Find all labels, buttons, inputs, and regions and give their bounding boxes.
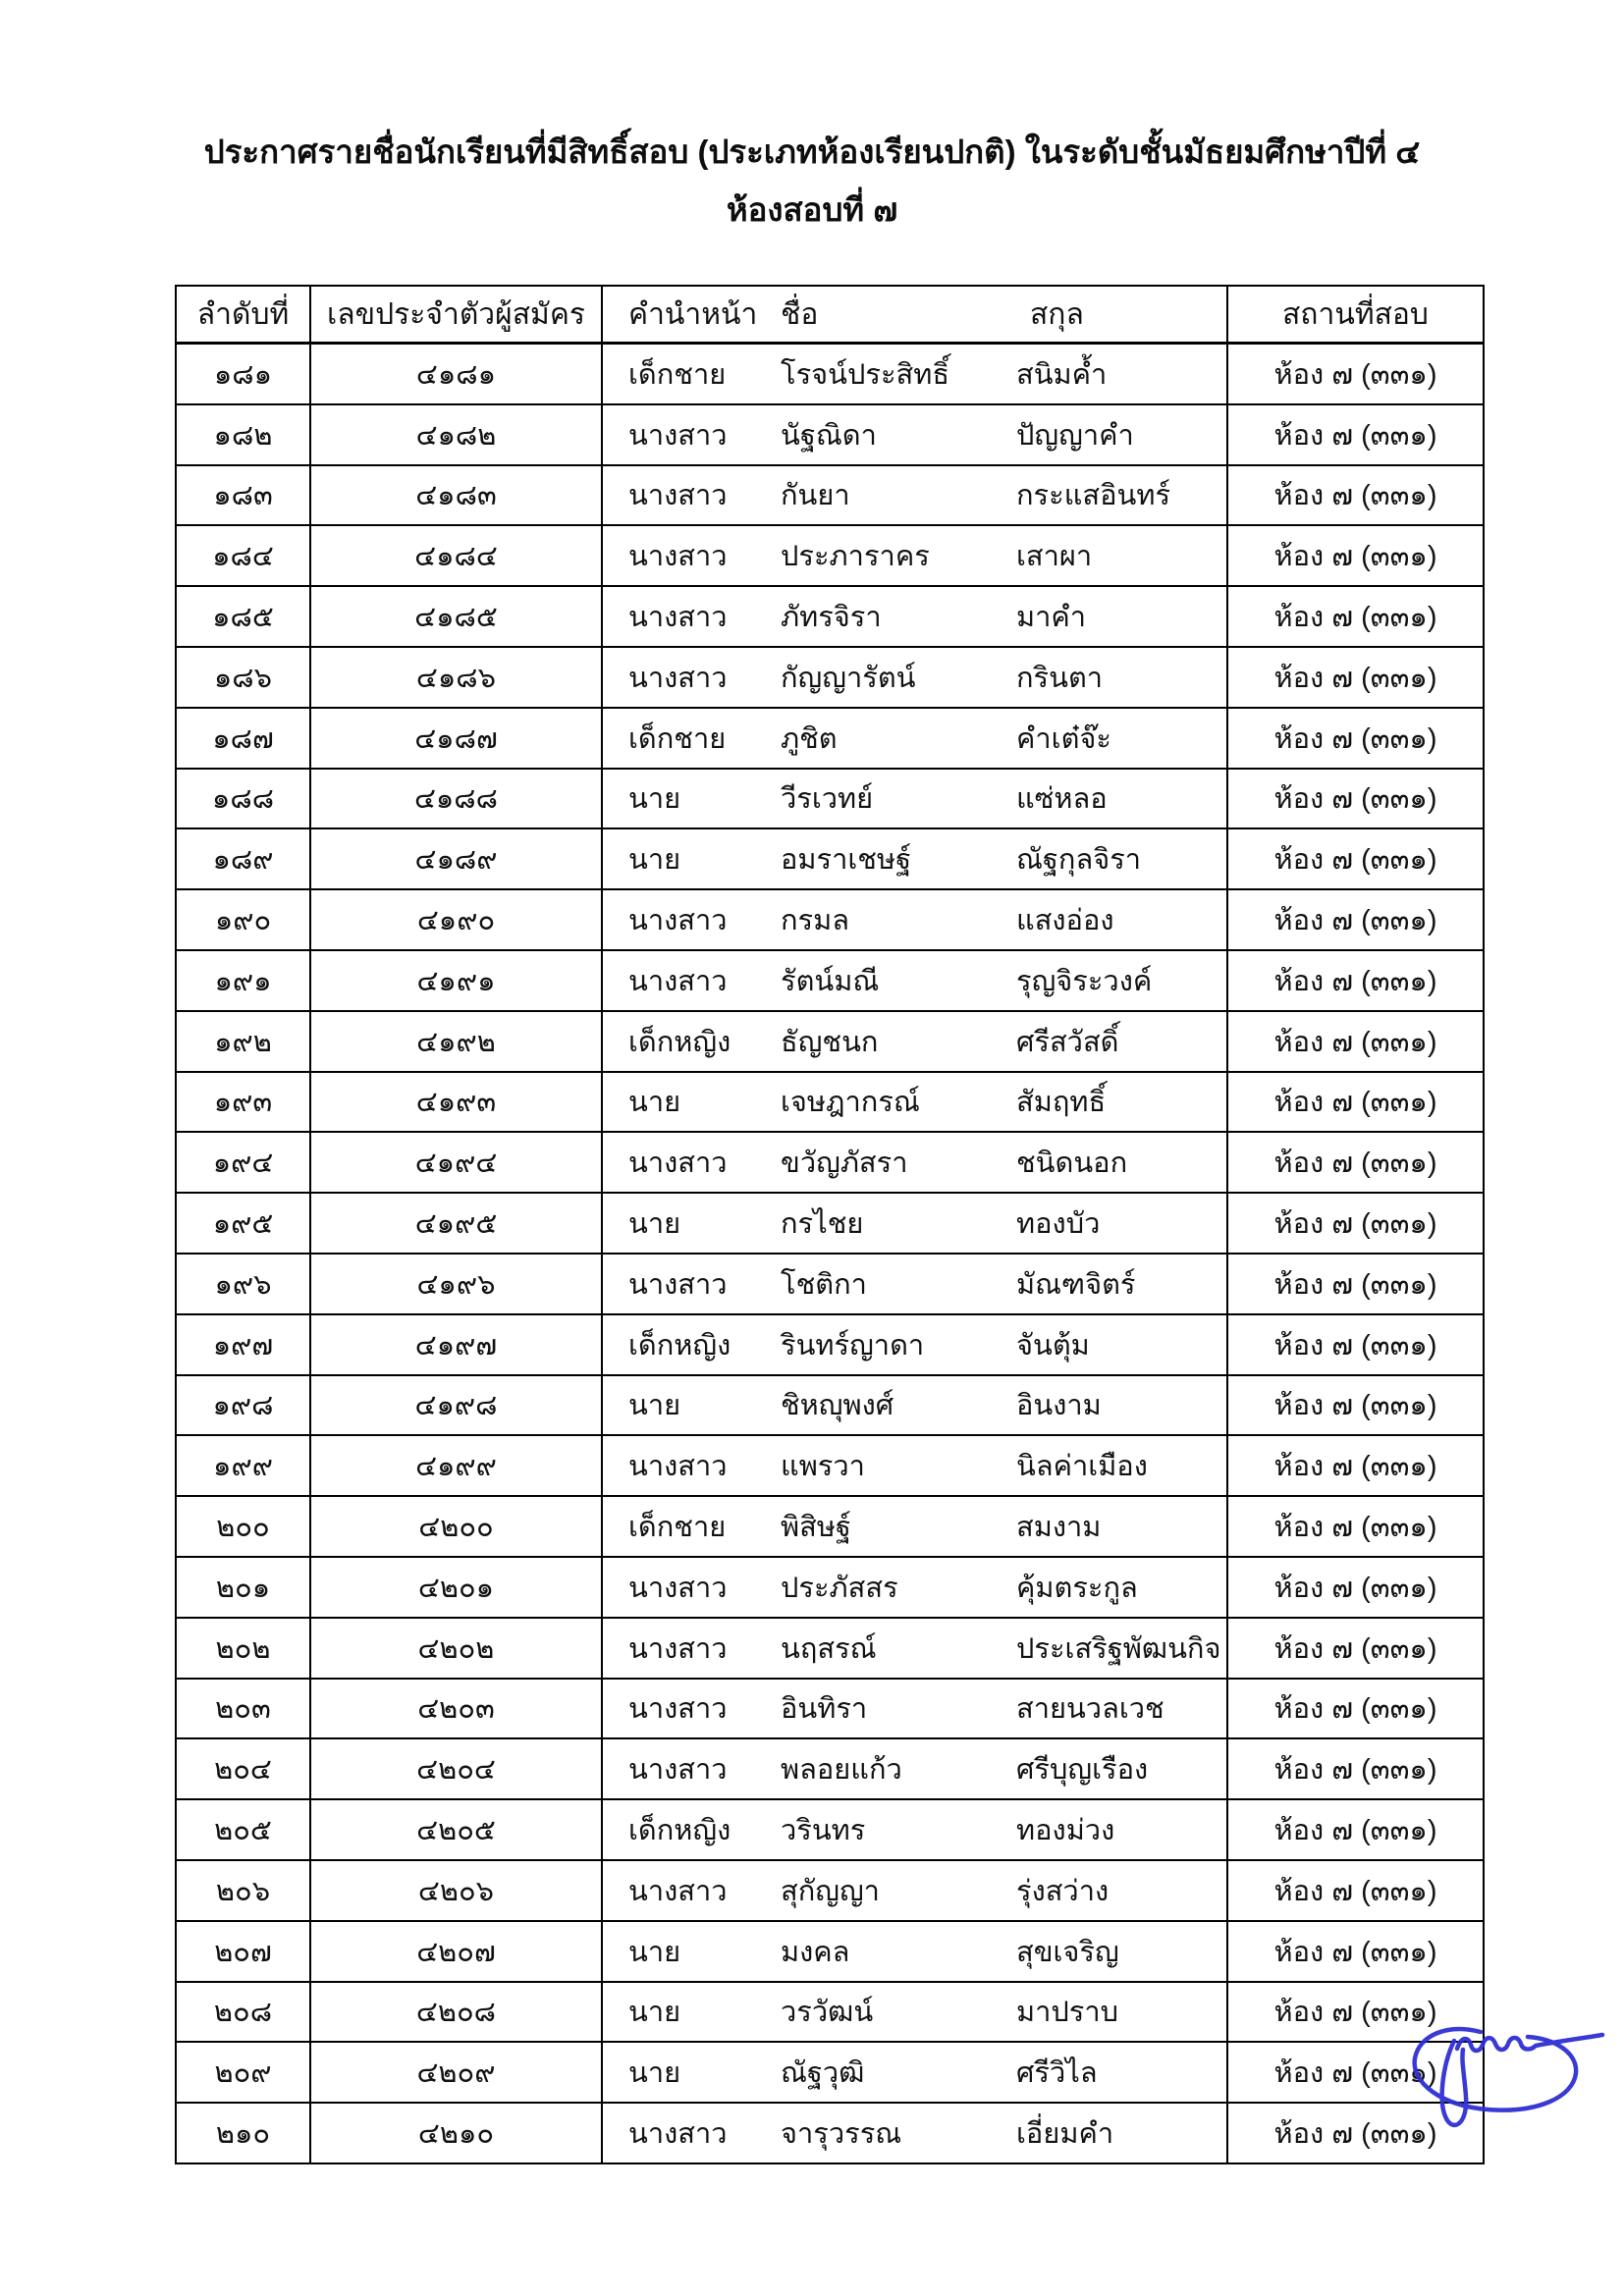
cell-last-name: คุ้มตระกูล [1010, 1558, 1228, 1617]
cell-last-name: กระแสอินทร์ [1010, 466, 1228, 525]
cell-first-name: กรไชย [781, 1208, 864, 1241]
table-body [177, 345, 1483, 2163]
cell-last-name: ทองม่วง [1010, 1800, 1228, 1859]
cell-exam-venue: ห้อง ๗ (๓๓๑) [1273, 1026, 1437, 1058]
table-row [177, 890, 1483, 951]
cell-applicant-id: ๔๑๘๕ [311, 587, 603, 646]
table-row [177, 587, 1483, 648]
cell-applicant-id: ๔๑๙๑ [311, 951, 603, 1010]
cell-prefix: นางสาว [628, 602, 728, 634]
cell-applicant-id: ๔๑๘๔ [311, 526, 603, 585]
cell-first-name: เจษฎากรณ์ [781, 1087, 920, 1119]
cell-first-name: ณัฐวุฒิ [781, 2057, 865, 2090]
cell-prefix: นาย [628, 1087, 681, 1119]
table-row [177, 1436, 1483, 1497]
cell-no: ๑๘๗ [177, 709, 311, 768]
cell-prefix: เด็กชาย [628, 722, 727, 755]
cell-exam-venue: ห้อง ๗ (๓๓๑) [1273, 1815, 1437, 1847]
cell-applicant-id: ๔๒๑๐ [311, 2104, 603, 2163]
cell-no: ๑๘๘ [177, 770, 311, 828]
cell-first-name: กรมล [781, 905, 850, 937]
table-row [177, 1800, 1483, 1861]
cell-exam-venue: ห้อง ๗ (๓๓๑) [1273, 1390, 1437, 1422]
cell-applicant-id: ๔๑๙๙ [311, 1436, 603, 1495]
cell-last-name: มาคำ [1010, 587, 1228, 646]
cell-applicant-id: ๔๑๘๓ [311, 466, 603, 525]
cell-no: ๒๐๕ [177, 1800, 311, 1859]
cell-last-name: ศรีวิไล [1010, 2043, 1228, 2102]
table-row [177, 1315, 1483, 1376]
cell-last-name: อินงาม [1010, 1376, 1228, 1435]
cell-exam-venue: ห้อง ๗ (๓๓๑) [1273, 905, 1437, 937]
cell-applicant-id: ๔๑๙๘ [311, 1376, 603, 1435]
cell-applicant-id: ๔๑๙๒ [311, 1012, 603, 1071]
cell-first-name: รัตน์มณี [781, 965, 880, 997]
table-row [177, 2104, 1483, 2163]
exam-candidates-table [175, 285, 1485, 2164]
cell-exam-venue: ห้อง ๗ (๓๓๑) [1273, 1087, 1437, 1119]
cell-first-name: อมราเชษฐ์ [781, 844, 912, 877]
cell-prefix: เด็กหญิง [628, 1815, 731, 1847]
cell-last-name: จันตุ้ม [1010, 1315, 1228, 1374]
cell-first-name: รินทร์ญาดา [781, 1329, 925, 1362]
cell-prefix: เด็กชาย [628, 358, 727, 391]
cell-prefix: นางสาว [628, 662, 728, 694]
cell-prefix: เด็กหญิง [628, 1329, 731, 1362]
cell-exam-venue: ห้อง ๗ (๓๓๑) [1273, 541, 1437, 573]
cell-first-name: วรินทร [781, 1815, 866, 1847]
cell-no: ๒๐๖ [177, 1861, 311, 1920]
table-row [177, 526, 1483, 587]
cell-applicant-id: ๔๒๐๘ [311, 1983, 603, 2042]
cell-no: ๒๐๐ [177, 1497, 311, 1556]
cell-prefix: นางสาว [628, 1148, 728, 1180]
cell-no: ๑๙๖ [177, 1255, 311, 1313]
table-row [177, 1133, 1483, 1194]
cell-no: ๑๙๓ [177, 1073, 311, 1132]
cell-first-name: มงคล [781, 1936, 850, 1968]
cell-prefix: นางสาว [628, 541, 728, 573]
cell-no: ๑๙๗ [177, 1315, 311, 1374]
cell-last-name: มัณฑจิตร์ [1010, 1255, 1228, 1313]
cell-applicant-id: ๔๑๘๑ [311, 345, 603, 403]
table-row [177, 1497, 1483, 1558]
header-first-name: ชื่อ [781, 297, 819, 331]
cell-applicant-id: ๔๑๘๒ [311, 405, 603, 464]
header-exam-venue: สถานที่สอบ [1282, 297, 1429, 331]
table-row [177, 648, 1483, 709]
cell-exam-venue: ห้อง ๗ (๓๓๑) [1273, 783, 1437, 816]
cell-exam-venue: ห้อง ๗ (๓๓๑) [1273, 1693, 1437, 1726]
cell-prefix: นางสาว [628, 1572, 728, 1604]
cell-applicant-id: ๔๑๙๕ [311, 1194, 603, 1253]
cell-no: ๑๘๒ [177, 405, 311, 464]
table-row [177, 1194, 1483, 1255]
cell-applicant-id: ๔๒๐๓ [311, 1680, 603, 1738]
document-title [157, 124, 1467, 239]
table-row [177, 1619, 1483, 1680]
cell-no: ๑๙๙ [177, 1436, 311, 1495]
cell-last-name: สมงาม [1010, 1497, 1228, 1556]
cell-applicant-id: ๔๑๙๖ [311, 1255, 603, 1313]
cell-prefix: นางสาว [628, 1875, 728, 1907]
cell-first-name: ประภัสสร [781, 1572, 898, 1604]
cell-first-name: ชิหญุพงศ์ [781, 1390, 894, 1422]
table-row [177, 709, 1483, 770]
cell-exam-venue: ห้อง ๗ (๓๓๑) [1273, 1936, 1437, 1968]
cell-no: ๑๙๐ [177, 890, 311, 949]
cell-no: ๑๘๕ [177, 587, 311, 646]
cell-exam-venue: ห้อง ๗ (๓๓๑) [1273, 1512, 1437, 1544]
cell-last-name: สายนวลเวช [1010, 1680, 1228, 1738]
cell-applicant-id: ๔๑๙๓ [311, 1073, 603, 1132]
header-last-name: สกุล [1010, 287, 1228, 342]
cell-last-name: เสาผา [1010, 526, 1228, 585]
cell-applicant-id: ๔๒๐๒ [311, 1619, 603, 1678]
cell-applicant-id: ๔๒๐๙ [311, 2043, 603, 2102]
cell-last-name: แสงอ่อง [1010, 890, 1228, 949]
cell-last-name: สุขเจริญ [1010, 1922, 1228, 1981]
cell-no: ๒๐๓ [177, 1680, 311, 1738]
cell-prefix: นาย [628, 844, 681, 877]
table-row [177, 1983, 1483, 2044]
cell-applicant-id: ๔๑๙๗ [311, 1315, 603, 1374]
cell-no: ๑๙๕ [177, 1194, 311, 1253]
cell-last-name: กรินตา [1010, 648, 1228, 707]
cell-no: ๒๑๐ [177, 2104, 311, 2163]
cell-prefix: นาย [628, 1390, 681, 1422]
cell-exam-venue: ห้อง ๗ (๓๓๑) [1273, 2057, 1437, 2090]
cell-last-name: นิลค่าเมือง [1010, 1436, 1228, 1495]
header-no: ลำดับที่ [177, 287, 311, 342]
cell-applicant-id: ๔๒๐๑ [311, 1558, 603, 1617]
cell-applicant-id: ๔๑๙๐ [311, 890, 603, 949]
cell-first-name: วรวัฒน์ [781, 1997, 874, 2029]
cell-prefix: นางสาว [628, 480, 728, 512]
cell-exam-venue: ห้อง ๗ (๓๓๑) [1273, 2118, 1437, 2150]
cell-first-name: นฤสรณ์ [781, 1632, 877, 1665]
cell-exam-venue: ห้อง ๗ (๓๓๑) [1273, 1997, 1437, 2029]
cell-applicant-id: ๔๑๙๔ [311, 1133, 603, 1192]
cell-applicant-id: ๔๒๐๐ [311, 1497, 603, 1556]
cell-first-name: กันยา [781, 480, 850, 512]
cell-exam-venue: ห้อง ๗ (๓๓๑) [1273, 1208, 1437, 1241]
cell-applicant-id: ๔๑๘๙ [311, 829, 603, 888]
cell-applicant-id: ๔๑๘๗ [311, 709, 603, 768]
cell-prefix: นางสาว [628, 1693, 728, 1726]
cell-last-name: ณัฐกุลจิรา [1010, 829, 1228, 888]
cell-no: ๒๐๑ [177, 1558, 311, 1617]
cell-no: ๑๙๑ [177, 951, 311, 1010]
table-row [177, 1255, 1483, 1315]
table-row [177, 2043, 1483, 2104]
cell-first-name: ธัญชนก [781, 1026, 879, 1058]
cell-applicant-id: ๔๒๐๖ [311, 1861, 603, 1920]
cell-applicant-id: ๔๑๘๘ [311, 770, 603, 828]
cell-prefix: นางสาว [628, 419, 728, 452]
cell-prefix: นาย [628, 1208, 681, 1241]
cell-first-name: อินทิรา [781, 1693, 868, 1726]
cell-last-name: สัมฤทธิ์ [1010, 1073, 1228, 1132]
cell-no: ๑๘๖ [177, 648, 311, 707]
header-applicant-id: เลขประจำตัวผู้สมัคร [311, 287, 603, 342]
cell-prefix: เด็กชาย [628, 1512, 727, 1544]
cell-last-name: คำเต๋จ๊ะ [1010, 709, 1228, 768]
cell-no: ๒๐๙ [177, 2043, 311, 2102]
cell-last-name: แซ่หลอ [1010, 770, 1228, 828]
cell-exam-venue: ห้อง ๗ (๓๓๑) [1273, 1572, 1437, 1604]
cell-last-name: รุ่งสว่าง [1010, 1861, 1228, 1920]
cell-exam-venue: ห้อง ๗ (๓๓๑) [1273, 1268, 1437, 1301]
cell-exam-venue: ห้อง ๗ (๓๓๑) [1273, 662, 1437, 694]
cell-last-name: ทองบัว [1010, 1194, 1228, 1253]
cell-prefix: นาย [628, 2057, 681, 2090]
cell-last-name: ปัญญาคำ [1010, 405, 1228, 464]
cell-no: ๒๐๔ [177, 1739, 311, 1798]
table-row [177, 1922, 1483, 1983]
table-row [177, 1012, 1483, 1073]
cell-prefix: นางสาว [628, 965, 728, 997]
cell-first-name: โชติกา [781, 1268, 867, 1301]
cell-exam-venue: ห้อง ๗ (๓๓๑) [1273, 1148, 1437, 1180]
cell-no: ๑๙๔ [177, 1133, 311, 1192]
cell-prefix: นางสาว [628, 1451, 728, 1483]
cell-exam-venue: ห้อง ๗ (๓๓๑) [1273, 419, 1437, 452]
cell-no: ๑๙๒ [177, 1012, 311, 1071]
cell-first-name: สุกัญญา [781, 1875, 880, 1907]
cell-no: ๑๘๔ [177, 526, 311, 585]
header-prefix: คำนำหน้า [628, 297, 758, 331]
table-row [177, 405, 1483, 466]
cell-last-name: ศรีสวัสดิ์ [1010, 1012, 1228, 1071]
cell-first-name: พลอยแก้ว [781, 1754, 902, 1787]
cell-prefix: เด็กหญิง [628, 1026, 731, 1058]
cell-exam-venue: ห้อง ๗ (๓๓๑) [1273, 965, 1437, 997]
cell-last-name: รุญจิระวงค์ [1010, 951, 1228, 1010]
cell-prefix: นางสาว [628, 2118, 728, 2150]
cell-applicant-id: ๔๒๐๕ [311, 1800, 603, 1859]
cell-last-name: ชนิดนอก [1010, 1133, 1228, 1192]
cell-no: ๒๐๗ [177, 1922, 311, 1981]
table-row [177, 1739, 1483, 1800]
cell-last-name: ประเสริฐพัฒนกิจ [1010, 1619, 1228, 1678]
cell-exam-venue: ห้อง ๗ (๓๓๑) [1273, 722, 1437, 755]
cell-prefix: นางสาว [628, 1268, 728, 1301]
cell-no: ๒๐๘ [177, 1983, 311, 2042]
cell-last-name: สนิมค้ำ [1010, 345, 1228, 403]
cell-first-name: ภูชิต [781, 722, 838, 755]
cell-last-name: เอี่ยมคำ [1010, 2104, 1228, 2163]
cell-applicant-id: ๔๑๘๖ [311, 648, 603, 707]
cell-exam-venue: ห้อง ๗ (๓๓๑) [1273, 480, 1437, 512]
cell-exam-venue: ห้อง ๗ (๓๓๑) [1273, 1329, 1437, 1362]
cell-first-name: กัญญารัตน์ [781, 662, 916, 694]
cell-prefix: นาย [628, 1997, 681, 2029]
table-row [177, 1680, 1483, 1740]
table-row [177, 951, 1483, 1012]
document-title-line2: ห้องสอบที่ ๗ [726, 190, 898, 228]
cell-prefix: นาย [628, 783, 681, 816]
table-row [177, 1376, 1483, 1437]
cell-first-name: นัฐณิดา [781, 419, 877, 452]
table-row [177, 770, 1483, 830]
cell-first-name: โรจน์ประสิทธิ์ [781, 358, 950, 391]
cell-last-name: มาปราบ [1010, 1983, 1228, 2042]
table-row [177, 1073, 1483, 1134]
cell-first-name: พิสิษฐ์ [781, 1512, 851, 1544]
cell-no: ๑๘๑ [177, 345, 311, 403]
cell-exam-venue: ห้อง ๗ (๓๓๑) [1273, 844, 1437, 877]
cell-applicant-id: ๔๒๐๗ [311, 1922, 603, 1981]
cell-first-name: วีรเวทย์ [781, 783, 874, 816]
cell-prefix: นางสาว [628, 1754, 728, 1787]
table-row [177, 1558, 1483, 1619]
table-row [177, 1861, 1483, 1922]
table-row [177, 345, 1483, 405]
table-row [177, 829, 1483, 890]
cell-no: ๑๘๓ [177, 466, 311, 525]
document-title-line1: ประกาศรายชื่อนักเรียนที่มีสิทธิ์สอบ (ประเภทห้องเรียนปกติ) ในระดับชั้นมัธยมศึกษาปีที่ ๔ [203, 133, 1421, 170]
cell-exam-venue: ห้อง ๗ (๓๓๑) [1273, 1632, 1437, 1665]
cell-no: ๑๘๙ [177, 829, 311, 888]
cell-first-name: แพรวา [781, 1451, 865, 1483]
cell-first-name: จารุวรรณ [781, 2118, 902, 2150]
table-row [177, 466, 1483, 527]
cell-exam-venue: ห้อง ๗ (๓๓๑) [1273, 1754, 1437, 1787]
cell-exam-venue: ห้อง ๗ (๓๓๑) [1273, 602, 1437, 634]
cell-no: ๑๙๘ [177, 1376, 311, 1435]
cell-prefix: นาย [628, 1936, 681, 1968]
table-header-row [177, 287, 1483, 345]
cell-exam-venue: ห้อง ๗ (๓๓๑) [1273, 1875, 1437, 1907]
cell-first-name: ประภาราคร [781, 541, 930, 573]
cell-exam-venue: ห้อง ๗ (๓๓๑) [1273, 358, 1437, 391]
cell-first-name: ภัทรจิรา [781, 602, 882, 634]
cell-prefix: นางสาว [628, 1632, 728, 1665]
cell-applicant-id: ๔๒๐๔ [311, 1739, 603, 1798]
cell-first-name: ขวัญภัสรา [781, 1148, 908, 1180]
cell-prefix: นางสาว [628, 905, 728, 937]
cell-no: ๒๐๒ [177, 1619, 311, 1678]
cell-exam-venue: ห้อง ๗ (๓๓๑) [1273, 1451, 1437, 1483]
cell-last-name: ศรีบุญเรือง [1010, 1739, 1228, 1798]
